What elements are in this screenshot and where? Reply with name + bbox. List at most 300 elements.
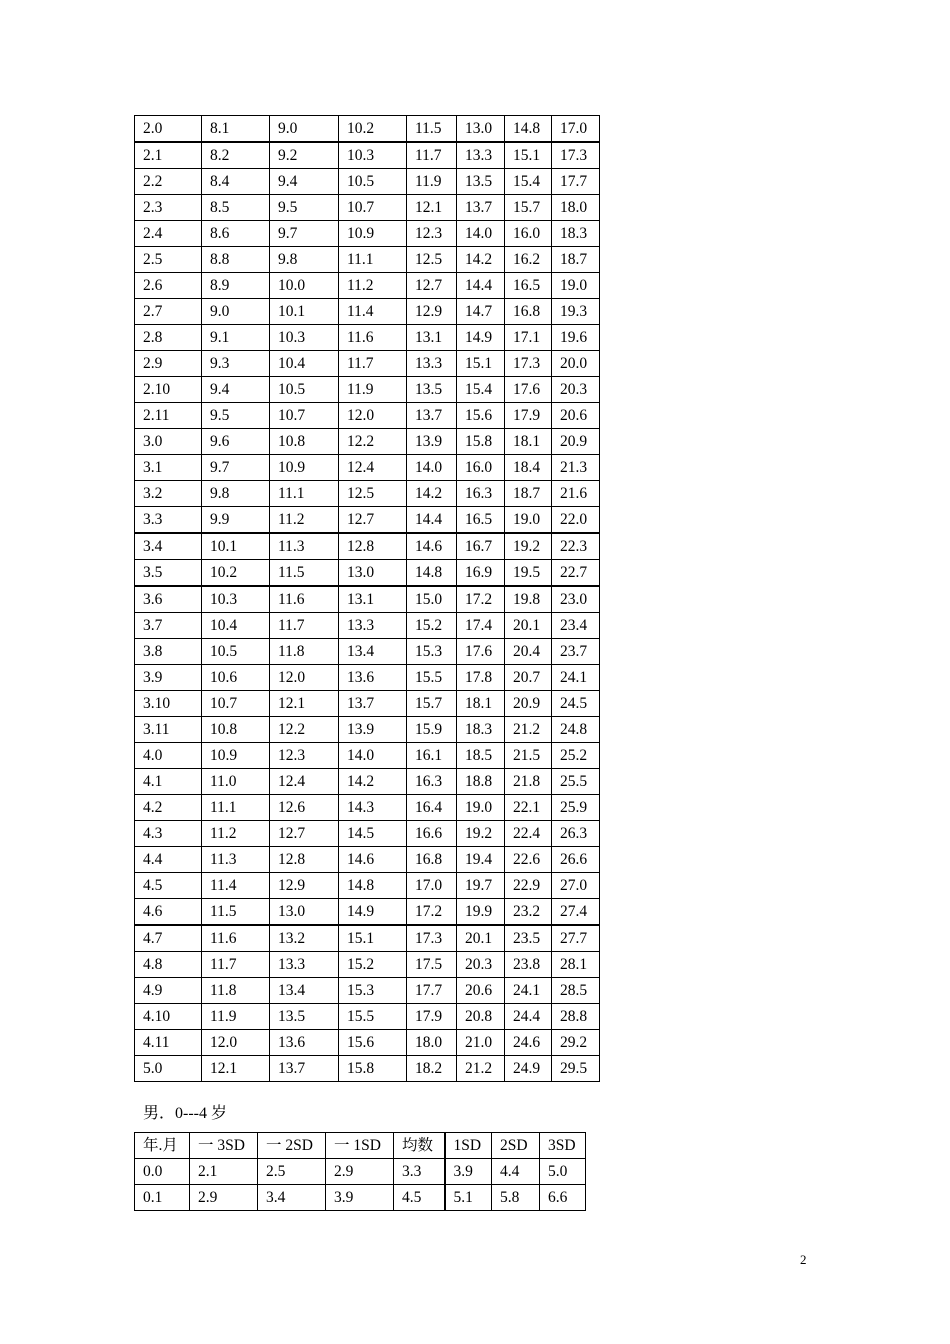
age-cell: 4.2 (135, 795, 202, 821)
age-cell: 4.8 (135, 952, 202, 978)
value-cell: 13.7 (457, 195, 505, 221)
value-cell: 18.1 (457, 691, 505, 717)
table-row (135, 691, 600, 717)
value-cell: 10.5 (339, 169, 407, 195)
value-cell: 18.3 (457, 717, 505, 743)
age-cell: 4.4 (135, 847, 202, 873)
value-cell: 11.2 (202, 821, 270, 847)
value-cell: 10.9 (270, 455, 339, 481)
value-cell: 19.7 (457, 873, 505, 899)
value-cell: 9.4 (270, 169, 339, 195)
value-cell: 10.4 (270, 351, 339, 377)
value-cell: 23.5 (505, 925, 552, 952)
table-row (135, 195, 600, 221)
value-cell: 24.1 (505, 978, 552, 1004)
value-cell: 17.2 (407, 899, 457, 926)
age-cell: 2.10 (135, 377, 202, 403)
value-cell: 8.1 (202, 116, 270, 143)
value-cell: 28.8 (552, 1004, 600, 1030)
age-cell: 3.3 (135, 507, 202, 534)
value-cell: 14.8 (505, 116, 552, 143)
value-cell: 12.0 (270, 665, 339, 691)
value-cell: 20.4 (505, 639, 552, 665)
value-cell: 19.9 (457, 899, 505, 926)
value-cell: 20.9 (505, 691, 552, 717)
value-cell: 20.3 (552, 377, 600, 403)
value-cell: 21.0 (457, 1030, 505, 1056)
age-cell: 4.5 (135, 873, 202, 899)
age-cell: 4.3 (135, 821, 202, 847)
value-cell: 9.5 (202, 403, 270, 429)
value-cell: 13.5 (407, 377, 457, 403)
value-cell: 21.2 (457, 1056, 505, 1082)
value-cell: 13.6 (270, 1030, 339, 1056)
value-cell: 11.3 (202, 847, 270, 873)
value-cell: 11.9 (339, 377, 407, 403)
value-cell: 24.1 (552, 665, 600, 691)
value-cell: 19.6 (552, 325, 600, 351)
value-cell: 14.9 (457, 325, 505, 351)
value-cell: 10.3 (339, 142, 407, 169)
value-cell: 14.3 (339, 795, 407, 821)
value-cell: 16.5 (505, 273, 552, 299)
age-cell: 4.10 (135, 1004, 202, 1030)
age-cell: 4.0 (135, 743, 202, 769)
age-cell: 4.11 (135, 1030, 202, 1056)
table-row (135, 613, 600, 639)
value-cell: 9.5 (270, 195, 339, 221)
value-cell: 10.3 (270, 325, 339, 351)
value-cell: 11.7 (202, 952, 270, 978)
value-cell: 11.7 (407, 142, 457, 169)
value-cell: 27.4 (552, 899, 600, 926)
value-cell: 14.5 (339, 821, 407, 847)
age-cell: 2.1 (135, 142, 202, 169)
age-cell: 3.2 (135, 481, 202, 507)
value-cell: 22.9 (505, 873, 552, 899)
table-row (135, 429, 600, 455)
value-cell: 12.5 (339, 481, 407, 507)
value-cell: 18.7 (552, 247, 600, 273)
table-row (135, 247, 600, 273)
table-row (135, 978, 600, 1004)
value-cell: 15.5 (339, 1004, 407, 1030)
value-cell: 11.8 (270, 639, 339, 665)
value-cell: 6.6 (540, 1185, 586, 1211)
value-cell: 14.2 (407, 481, 457, 507)
value-cell: 13.2 (270, 925, 339, 952)
value-cell: 29.2 (552, 1030, 600, 1056)
value-cell: 17.0 (407, 873, 457, 899)
value-cell: 8.8 (202, 247, 270, 273)
value-cell: 13.3 (407, 351, 457, 377)
value-cell: 13.1 (339, 586, 407, 613)
value-cell: 15.5 (407, 665, 457, 691)
value-cell: 10.8 (202, 717, 270, 743)
value-cell: 20.6 (457, 978, 505, 1004)
value-cell: 17.3 (552, 142, 600, 169)
value-cell: 15.1 (505, 142, 552, 169)
value-cell: 19.5 (505, 560, 552, 587)
value-cell: 13.0 (270, 899, 339, 926)
value-cell: 14.0 (457, 221, 505, 247)
value-cell: 15.1 (457, 351, 505, 377)
value-cell: 15.6 (339, 1030, 407, 1056)
value-cell: 12.4 (339, 455, 407, 481)
column-header: 一 1SD (326, 1133, 394, 1159)
value-cell: 12.7 (270, 821, 339, 847)
value-cell: 15.0 (407, 586, 457, 613)
header-row (135, 1133, 586, 1159)
value-cell: 17.3 (407, 925, 457, 952)
value-cell: 13.6 (339, 665, 407, 691)
value-cell: 14.4 (457, 273, 505, 299)
value-cell: 12.0 (202, 1030, 270, 1056)
table-row (135, 665, 600, 691)
value-cell: 12.7 (339, 507, 407, 534)
value-cell: 19.0 (457, 795, 505, 821)
age-cell: 2.8 (135, 325, 202, 351)
value-cell: 14.8 (407, 560, 457, 587)
value-cell: 17.3 (505, 351, 552, 377)
value-cell: 10.9 (202, 743, 270, 769)
table-row (135, 1004, 600, 1030)
age-cell: 2.7 (135, 299, 202, 325)
age-cell: 2.9 (135, 351, 202, 377)
value-cell: 9.2 (270, 142, 339, 169)
column-header: 均数 (394, 1133, 445, 1159)
value-cell: 9.7 (270, 221, 339, 247)
value-cell: 10.9 (339, 221, 407, 247)
value-cell: 20.6 (552, 403, 600, 429)
value-cell: 13.3 (270, 952, 339, 978)
value-cell: 16.5 (457, 507, 505, 534)
value-cell: 16.0 (505, 221, 552, 247)
table-row (135, 795, 600, 821)
value-cell: 12.7 (407, 273, 457, 299)
value-cell: 25.2 (552, 743, 600, 769)
value-cell: 13.5 (270, 1004, 339, 1030)
age-cell: 2.3 (135, 195, 202, 221)
table-row (135, 325, 600, 351)
value-cell: 24.9 (505, 1056, 552, 1082)
table-row (135, 560, 600, 587)
table-row (135, 1185, 586, 1211)
value-cell: 16.1 (407, 743, 457, 769)
value-cell: 20.1 (457, 925, 505, 952)
value-cell: 16.7 (457, 533, 505, 560)
value-cell: 17.6 (457, 639, 505, 665)
value-cell: 15.4 (505, 169, 552, 195)
value-cell: 9.9 (202, 507, 270, 534)
table-row (135, 533, 600, 560)
value-cell: 17.7 (407, 978, 457, 1004)
value-cell: 15.6 (457, 403, 505, 429)
value-cell: 10.1 (202, 533, 270, 560)
value-cell: 2.9 (190, 1185, 258, 1211)
value-cell: 24.6 (505, 1030, 552, 1056)
age-cell: 2.5 (135, 247, 202, 273)
value-cell: 10.4 (202, 613, 270, 639)
value-cell: 9.0 (202, 299, 270, 325)
value-cell: 18.5 (457, 743, 505, 769)
value-cell: 14.0 (339, 743, 407, 769)
column-header: 一 2SD (258, 1133, 326, 1159)
value-cell: 20.9 (552, 429, 600, 455)
age-cell: 4.1 (135, 769, 202, 795)
value-cell: 17.2 (457, 586, 505, 613)
value-cell: 8.9 (202, 273, 270, 299)
value-cell: 15.7 (407, 691, 457, 717)
value-cell: 11.5 (407, 116, 457, 143)
table-row (135, 507, 600, 534)
value-cell: 15.7 (505, 195, 552, 221)
value-cell: 22.7 (552, 560, 600, 587)
value-cell: 16.9 (457, 560, 505, 587)
age-cell: 3.4 (135, 533, 202, 560)
age-cell: 3.7 (135, 613, 202, 639)
value-cell: 12.3 (407, 221, 457, 247)
value-cell: 4.5 (394, 1185, 445, 1211)
value-cell: 19.8 (505, 586, 552, 613)
value-cell: 23.7 (552, 639, 600, 665)
value-cell: 14.9 (339, 899, 407, 926)
value-cell: 12.2 (270, 717, 339, 743)
value-cell: 12.8 (339, 533, 407, 560)
value-cell: 16.3 (407, 769, 457, 795)
age-cell: 3.5 (135, 560, 202, 587)
value-cell: 15.1 (339, 925, 407, 952)
value-cell: 13.7 (407, 403, 457, 429)
value-cell: 10.5 (270, 377, 339, 403)
value-cell: 11.5 (202, 899, 270, 926)
value-cell: 25.9 (552, 795, 600, 821)
table-row (135, 821, 600, 847)
value-cell: 23.8 (505, 952, 552, 978)
value-cell: 27.7 (552, 925, 600, 952)
value-cell: 11.9 (202, 1004, 270, 1030)
table-row (135, 1030, 600, 1056)
table-row (135, 455, 600, 481)
value-cell: 11.7 (339, 351, 407, 377)
value-cell: 2.1 (190, 1159, 258, 1185)
value-cell: 13.4 (270, 978, 339, 1004)
table-row (135, 1159, 586, 1185)
value-cell: 11.6 (270, 586, 339, 613)
value-cell: 10.3 (202, 586, 270, 613)
column-header: 1SD (445, 1133, 492, 1159)
value-cell: 14.0 (407, 455, 457, 481)
value-cell: 24.8 (552, 717, 600, 743)
value-cell: 17.8 (457, 665, 505, 691)
page-number: 2 (800, 1252, 807, 1267)
value-cell: 16.6 (407, 821, 457, 847)
value-cell: 3.4 (258, 1185, 326, 1211)
value-cell: 11.1 (270, 481, 339, 507)
value-cell: 19.0 (552, 273, 600, 299)
age-cell: 3.6 (135, 586, 202, 613)
table-row (135, 639, 600, 665)
value-cell: 18.3 (552, 221, 600, 247)
age-cell: 5.0 (135, 1056, 202, 1082)
value-cell: 12.2 (339, 429, 407, 455)
value-cell: 10.6 (202, 665, 270, 691)
value-cell: 17.7 (552, 169, 600, 195)
value-cell: 18.8 (457, 769, 505, 795)
value-cell: 8.6 (202, 221, 270, 247)
value-cell: 19.0 (505, 507, 552, 534)
age-cell: 4.9 (135, 978, 202, 1004)
value-cell: 16.3 (457, 481, 505, 507)
value-cell: 14.6 (339, 847, 407, 873)
value-cell: 3.9 (326, 1185, 394, 1211)
value-cell: 13.9 (339, 717, 407, 743)
value-cell: 17.6 (505, 377, 552, 403)
value-cell: 3.3 (394, 1159, 445, 1185)
value-cell: 12.1 (270, 691, 339, 717)
value-cell: 12.1 (407, 195, 457, 221)
column-header: 2SD (492, 1133, 540, 1159)
age-cell: 4.6 (135, 899, 202, 926)
value-cell: 12.5 (407, 247, 457, 273)
table-row (135, 481, 600, 507)
value-cell: 14.7 (457, 299, 505, 325)
value-cell: 15.8 (339, 1056, 407, 1082)
value-cell: 21.2 (505, 717, 552, 743)
value-cell: 19.2 (505, 533, 552, 560)
value-cell: 10.7 (339, 195, 407, 221)
value-cell: 17.4 (457, 613, 505, 639)
age-cell: 4.7 (135, 925, 202, 952)
value-cell: 17.9 (505, 403, 552, 429)
value-cell: 13.3 (339, 613, 407, 639)
value-cell: 5.1 (445, 1185, 492, 1211)
value-cell: 9.8 (270, 247, 339, 273)
value-cell: 18.4 (505, 455, 552, 481)
value-cell: 13.7 (270, 1056, 339, 1082)
value-cell: 10.8 (270, 429, 339, 455)
value-cell: 13.5 (457, 169, 505, 195)
value-cell: 13.1 (407, 325, 457, 351)
table-row (135, 586, 600, 613)
value-cell: 23.4 (552, 613, 600, 639)
value-cell: 17.9 (407, 1004, 457, 1030)
value-cell: 19.3 (552, 299, 600, 325)
value-cell: 21.6 (552, 481, 600, 507)
value-cell: 13.7 (339, 691, 407, 717)
value-cell: 12.6 (270, 795, 339, 821)
value-cell: 18.0 (552, 195, 600, 221)
age-cell: 3.1 (135, 455, 202, 481)
table-row (135, 403, 600, 429)
value-cell: 9.6 (202, 429, 270, 455)
value-cell: 12.8 (270, 847, 339, 873)
value-cell: 21.5 (505, 743, 552, 769)
age-cell: 2.4 (135, 221, 202, 247)
value-cell: 22.4 (505, 821, 552, 847)
value-cell: 15.8 (457, 429, 505, 455)
value-cell: 14.4 (407, 507, 457, 534)
age-cell: 2.11 (135, 403, 202, 429)
value-cell: 14.2 (339, 769, 407, 795)
age-cell: 3.0 (135, 429, 202, 455)
value-cell: 24.5 (552, 691, 600, 717)
value-cell: 12.0 (339, 403, 407, 429)
value-cell: 16.0 (457, 455, 505, 481)
value-cell: 18.1 (505, 429, 552, 455)
value-cell: 22.3 (552, 533, 600, 560)
value-cell: 16.8 (505, 299, 552, 325)
table-caption: 男．0---4 岁 (143, 1105, 227, 1122)
value-cell: 12.1 (202, 1056, 270, 1082)
value-cell: 23.2 (505, 899, 552, 926)
value-cell: 16.4 (407, 795, 457, 821)
value-cell: 8.4 (202, 169, 270, 195)
value-cell: 2.5 (258, 1159, 326, 1185)
value-cell: 19.4 (457, 847, 505, 873)
value-cell: 5.0 (540, 1159, 586, 1185)
value-cell: 11.7 (270, 613, 339, 639)
value-cell: 14.6 (407, 533, 457, 560)
value-cell: 11.9 (407, 169, 457, 195)
value-cell: 23.0 (552, 586, 600, 613)
value-cell: 18.2 (407, 1056, 457, 1082)
value-cell: 20.0 (552, 351, 600, 377)
value-cell: 15.3 (339, 978, 407, 1004)
value-cell: 15.9 (407, 717, 457, 743)
column-header: 年.月 (135, 1133, 190, 1159)
value-cell: 11.2 (339, 273, 407, 299)
value-cell: 12.3 (270, 743, 339, 769)
value-cell: 10.1 (270, 299, 339, 325)
value-cell: 22.0 (552, 507, 600, 534)
value-cell: 28.1 (552, 952, 600, 978)
value-cell: 11.3 (270, 533, 339, 560)
table-row (135, 899, 600, 926)
value-cell: 10.2 (202, 560, 270, 587)
value-cell: 18.0 (407, 1030, 457, 1056)
value-cell: 10.7 (270, 403, 339, 429)
age-cell: 0.0 (135, 1159, 190, 1185)
age-cell: 3.8 (135, 639, 202, 665)
value-cell: 4.4 (492, 1159, 540, 1185)
value-cell: 22.6 (505, 847, 552, 873)
value-cell: 11.6 (202, 925, 270, 952)
age-cell: 2.2 (135, 169, 202, 195)
value-cell: 20.3 (457, 952, 505, 978)
value-cell: 16.2 (505, 247, 552, 273)
value-cell: 17.5 (407, 952, 457, 978)
value-cell: 24.4 (505, 1004, 552, 1030)
table-row (135, 351, 600, 377)
value-cell: 9.1 (202, 325, 270, 351)
table-row (135, 873, 600, 899)
table-row (135, 743, 600, 769)
value-cell: 15.4 (457, 377, 505, 403)
value-cell: 21.8 (505, 769, 552, 795)
value-cell: 11.5 (270, 560, 339, 587)
age-cell: 3.11 (135, 717, 202, 743)
value-cell: 20.8 (457, 1004, 505, 1030)
value-cell: 13.3 (457, 142, 505, 169)
value-cell: 11.4 (202, 873, 270, 899)
value-cell: 12.9 (407, 299, 457, 325)
value-cell: 9.7 (202, 455, 270, 481)
value-cell: 25.5 (552, 769, 600, 795)
value-cell: 5.8 (492, 1185, 540, 1211)
column-header: 一 3SD (190, 1133, 258, 1159)
value-cell: 10.5 (202, 639, 270, 665)
